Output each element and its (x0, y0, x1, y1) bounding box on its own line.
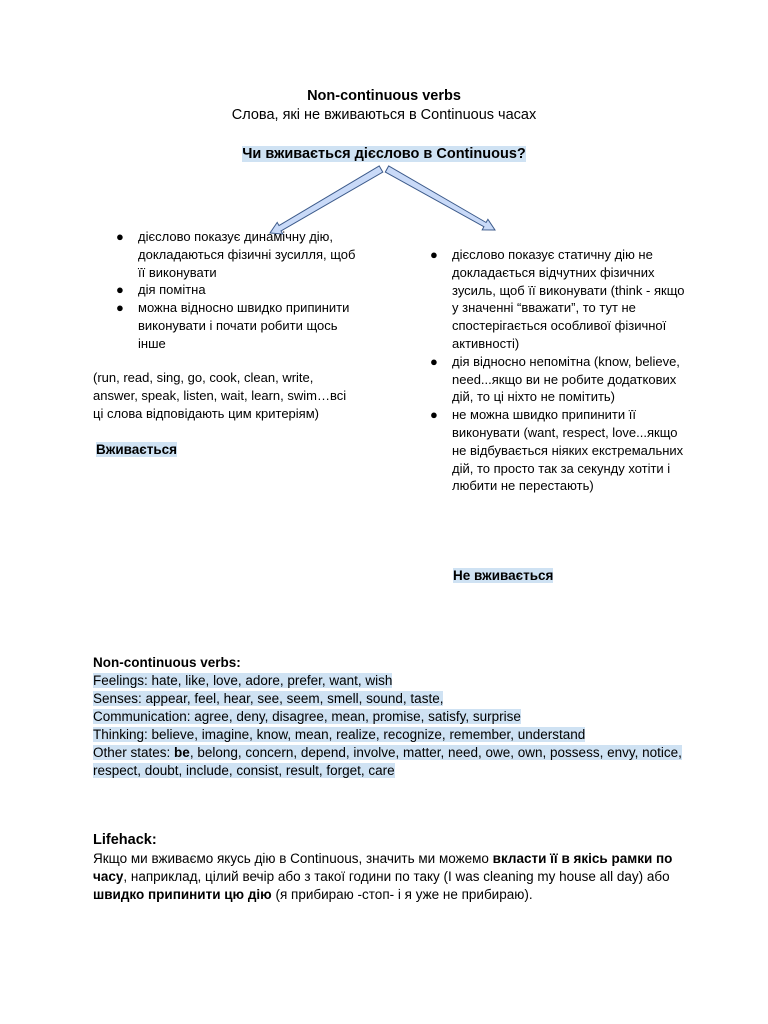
list-item (116, 228, 366, 281)
lifehack-bold-1: вкласти її в якісь рамки по часу (93, 851, 673, 884)
bullet-icon: ● (116, 300, 124, 316)
left-arrow-icon (270, 166, 383, 234)
lifehack-text-2: , наприклад, цілий вечір або з такої години по таку (I was cleaning my house all day) або (123, 869, 670, 884)
bullet-icon: ● (430, 353, 438, 369)
communication-line: Communication: agree, deny, disagree, mean, promise, satisfy, surprise (93, 709, 521, 724)
question-text: Чи вживається дієслово в Continuous? (242, 146, 526, 162)
thinking-line: Thinking: believe, imagine, know, mean, realize, recognize, remember, understand (93, 727, 586, 742)
lifehack-paragraph (93, 850, 693, 904)
bullet-icon: ● (116, 229, 124, 244)
verdict-not-used-text: Не вживається (453, 568, 554, 583)
page-subtitle: Слова, які не вживаються в Continuous часах (231, 107, 537, 123)
right-criteria (430, 246, 690, 495)
lifehack-text-1: Якщо ми вживаємо якусь дію в Continuous, значить ми можемо (93, 851, 493, 866)
verdict-not-used (453, 567, 553, 585)
bullet-icon: ● (430, 407, 438, 423)
lifehack-bold-2: швидко припинити цю дію (93, 887, 272, 902)
lifehack-section (93, 831, 693, 904)
verbs-heading: Non-continuous verbs: (93, 655, 241, 670)
verb-categories (93, 654, 683, 780)
other-states-rest: , belong, concern, depend, involve, matter, need, owe, own, possess, envy, notice, respect, doubt, include, consist, result, forget, care (93, 745, 682, 778)
lifehack-heading: Lifehack: (93, 832, 157, 848)
list-item-text: дієслово показує статичну дію не докладається відчутних фізичних зусиль, щоб її виконувати (think - якщо у значенні “вважати”, то тут не спостерігається особливої фізичної активності) (452, 247, 685, 351)
left-bullet-list (116, 228, 366, 353)
verdict-used-text: Вживається (96, 442, 177, 457)
list-item-text: не можна швидко припинити її виконувати (want, respect, love...якщо не відбувається ніяких екстремальних дій, то просто так за секунду хотіти і любити не перестають) (452, 407, 684, 494)
list-item-text: можна відносно швидко припинити виконувати і почати робити щось інше (138, 300, 350, 351)
branch-arrows (0, 0, 768, 240)
list-item (116, 281, 366, 299)
list-item-text: дія помітна (138, 282, 206, 298)
list-item (116, 299, 366, 352)
other-states-line (93, 744, 683, 780)
bullet-icon: ● (116, 282, 124, 298)
other-states-prefix: Other states: (93, 745, 175, 760)
senses-line: Senses: appear, feel, hear, see, seem, smell, sound, taste, (93, 691, 444, 706)
list-item (430, 246, 690, 353)
examples-note: (run, read, sing, go, cook, clean, write, answer, speak, listen, wait, learn, swim…всі ці слова відповідають цим критеріям) (93, 370, 347, 421)
list-item (430, 406, 690, 495)
list-item-text: дія відносно непомітна (know, believe, need...якщо ви не робите додаткових дій, то ці ніхто не помітить) (452, 353, 680, 405)
list-item-text: дієслово показує динамічну дію, докладаються фізичні зусилля, щоб її виконувати (138, 229, 356, 280)
left-criteria (116, 228, 366, 353)
right-arrow-icon (385, 166, 495, 230)
other-states-be: be (174, 745, 190, 760)
feelings-line: Feelings: hate, like, love, adore, prefer, want, wish (93, 673, 393, 688)
verdict-used (96, 441, 177, 459)
bullet-icon: ● (430, 247, 438, 262)
list-item (430, 353, 690, 406)
page-title: Non-continuous verbs (307, 88, 461, 104)
lifehack-text-3: (я прибираю -стоп- і я уже не прибираю). (271, 887, 533, 902)
right-bullet-list (430, 246, 690, 495)
